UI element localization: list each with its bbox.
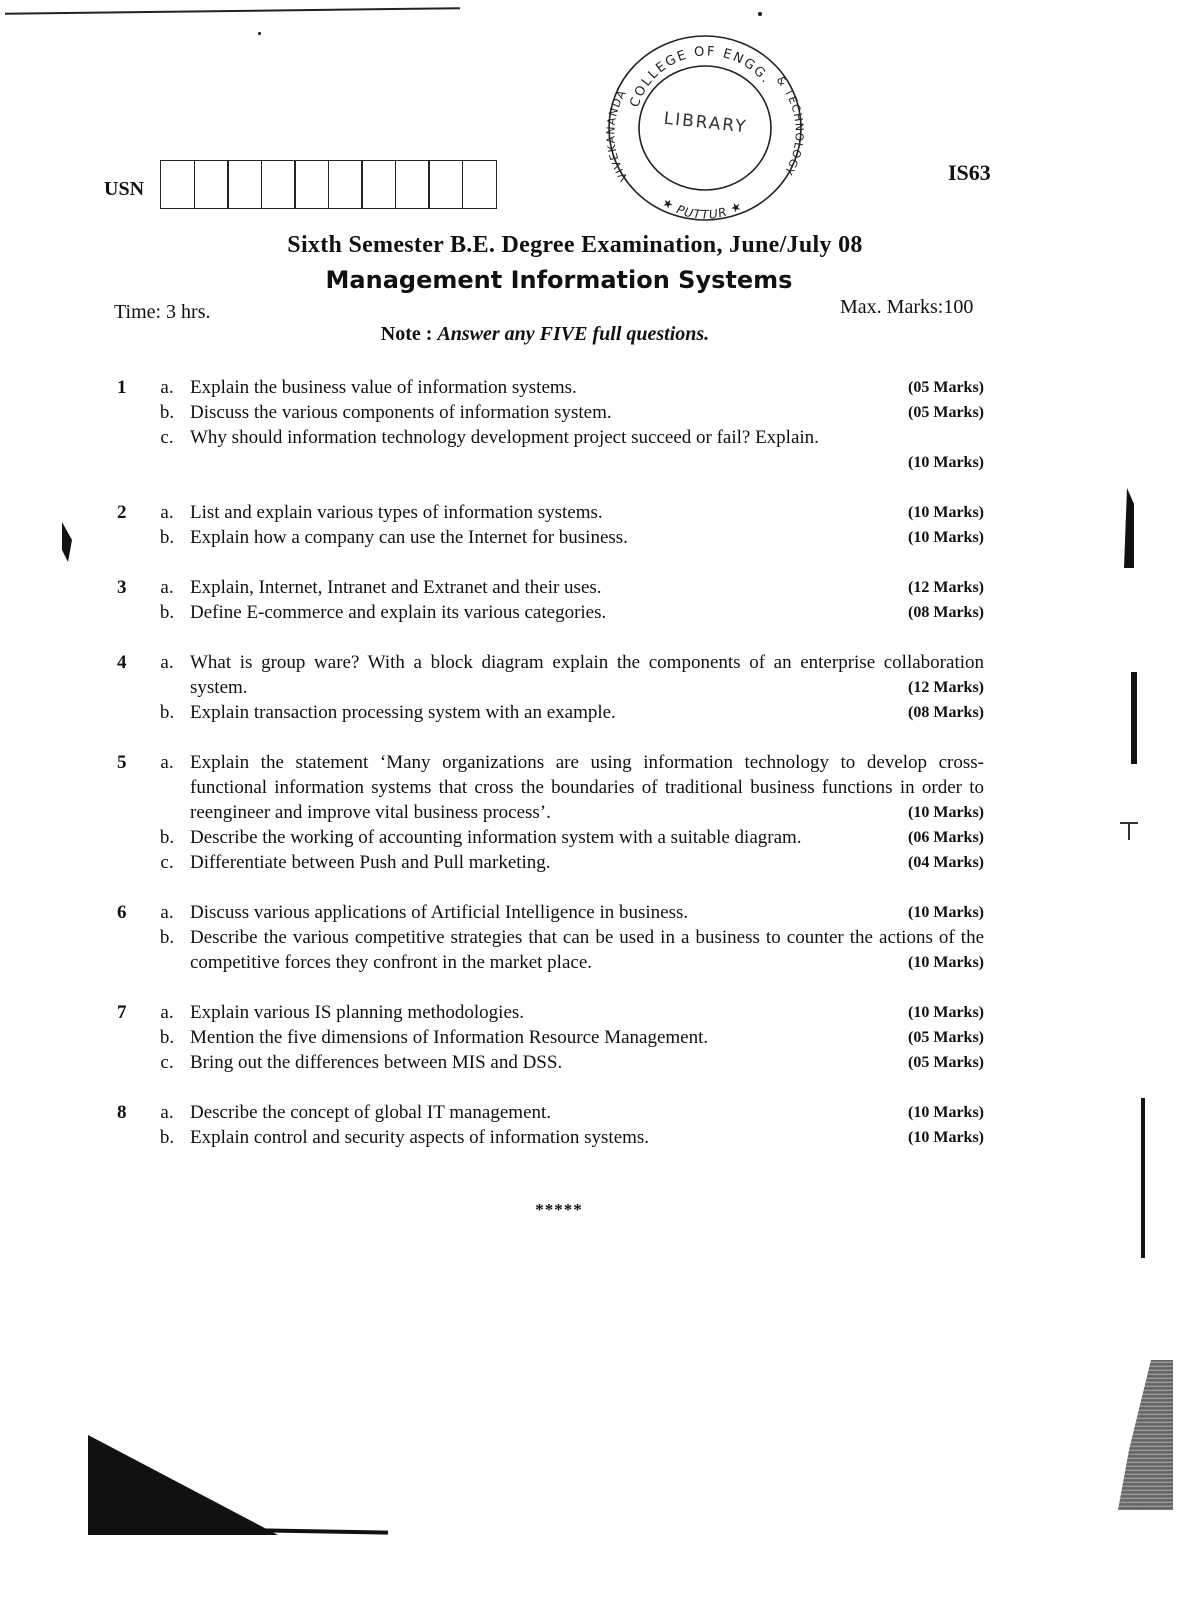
question-part: [114, 700, 984, 725]
question-part: [114, 900, 984, 925]
question-part: [114, 1100, 984, 1125]
question-part: [114, 850, 984, 875]
question-number: [114, 1025, 144, 1050]
part-marks: (10 Marks): [908, 529, 984, 546]
usn-boxes: [160, 160, 495, 209]
library-stamp: [598, 28, 813, 228]
part-text: Explain control and security aspects of information systems.: [190, 1127, 650, 1148]
question-3: [114, 575, 984, 625]
part-marks: (10 Marks): [908, 454, 984, 471]
scan-mark-right-5: [1141, 1098, 1145, 1258]
instructions-note: [0, 323, 1090, 346]
question-number: [114, 1125, 144, 1150]
question-number: [114, 925, 144, 975]
part-text: Discuss various applications of Artificial Intelligence in business.: [190, 902, 689, 923]
part-text: Describe the various competitive strategies that can be used in a business to counter the actions of the competitive forces they confront in the market place.: [190, 927, 984, 973]
question-part: [114, 425, 984, 475]
scan-mark-left: [62, 522, 72, 562]
part-marks: (08 Marks): [908, 604, 984, 621]
part-label: c.: [160, 1052, 174, 1073]
part-text: Mention the five dimensions of Information Resource Management.: [190, 1027, 709, 1048]
scan-mark-right-1: [1124, 488, 1134, 568]
part-text: List and explain various types of information systems.: [190, 502, 603, 523]
stamp-left-text: VIVEKANANDA: [604, 87, 631, 184]
part-text: Differentiate between Push and Pull marketing.: [190, 852, 551, 873]
question-part: [114, 600, 984, 625]
part-marks: (12 Marks): [908, 679, 984, 696]
part-label: a.: [160, 652, 174, 673]
usn-digit-box[interactable]: [194, 160, 229, 209]
usn-digit-box[interactable]: [294, 160, 329, 209]
question-number: [114, 400, 144, 425]
question-part: [114, 525, 984, 550]
part-label: b.: [159, 527, 175, 548]
svg-text:COLLEGE OF ENGG.: [627, 44, 773, 109]
part-text: Describe the working of accounting information system with a suitable diagram.: [190, 827, 802, 848]
part-label: a.: [160, 1002, 174, 1023]
part-marks: (10 Marks): [908, 1129, 984, 1146]
question-number: 1: [117, 377, 127, 398]
usn-digit-box[interactable]: [328, 160, 363, 209]
scan-mark-right-4: [1128, 822, 1130, 840]
part-text: What is group ware? With a block diagram explain the components of an enterprise collaboration system.: [190, 652, 984, 698]
question-part: [114, 1125, 984, 1150]
svg-text:& TECHNOLOGY: [774, 74, 806, 178]
question-number: [114, 850, 144, 875]
part-marks: (04 Marks): [908, 854, 984, 871]
question-8: [114, 1100, 984, 1150]
part-text: Why should information technology development project succeed or fail? Explain.: [190, 427, 819, 448]
question-number: 8: [117, 1102, 127, 1123]
part-text: Describe the concept of global IT management.: [190, 1102, 552, 1123]
part-label: b.: [159, 602, 175, 623]
part-marks: (10 Marks): [908, 954, 984, 971]
part-text: Explain transaction processing system with an example.: [190, 702, 616, 723]
part-label: c.: [160, 427, 174, 448]
part-label: b.: [159, 927, 175, 948]
question-part: [114, 650, 984, 700]
scan-mark-right-2: [1131, 672, 1137, 764]
part-text: Bring out the differences between MIS and DSS.: [190, 1052, 563, 1073]
part-text: Explain how a company can use the Internet for business.: [190, 527, 628, 548]
part-text: Explain the business value of information systems.: [190, 377, 577, 398]
question-part: [114, 500, 984, 525]
part-label: a.: [160, 502, 174, 523]
part-label: a.: [160, 1102, 174, 1123]
part-text: Explain various IS planning methodologies.: [190, 1002, 525, 1023]
question-1: [114, 375, 984, 475]
question-part: [114, 375, 984, 400]
time-allowed: Time: 3 hrs.: [114, 301, 211, 323]
part-label: a.: [160, 577, 174, 598]
part-marks: (10 Marks): [908, 504, 984, 521]
question-number: [114, 1050, 144, 1075]
part-label: b.: [159, 827, 175, 848]
question-part: [114, 825, 984, 850]
subject-title: Management Information Systems: [325, 266, 793, 294]
usn-digit-box[interactable]: [361, 160, 396, 209]
part-marks: (05 Marks): [908, 379, 984, 396]
part-text: Explain, Internet, Intranet and Extranet and their uses.: [190, 577, 602, 598]
part-label: a.: [160, 902, 174, 923]
paper-code: IS63: [948, 160, 991, 185]
part-marks: (08 Marks): [908, 704, 984, 721]
part-marks: (10 Marks): [908, 1004, 984, 1021]
question-2: [114, 500, 984, 550]
note-text: Answer any FIVE full questions.: [437, 323, 710, 345]
usn-digit-box[interactable]: [428, 160, 463, 209]
question-part: [114, 400, 984, 425]
part-text: Explain the statement ‘Many organizations are using information technology to develop cross-functional information systems that cross the boundaries of traditional business functions in order to reengineer and improve vital business process’.: [190, 752, 984, 823]
stamp-right-text: & TECHNOLOGY: [773, 73, 806, 178]
stamp-top-text: COLLEGE OF ENGG.: [627, 44, 774, 110]
part-marks: (05 Marks): [908, 1029, 984, 1046]
question-number: 3: [117, 577, 127, 598]
scan-shadow-right: [1118, 1360, 1173, 1510]
part-marks: (12 Marks): [908, 579, 984, 596]
part-marks: (05 Marks): [908, 1054, 984, 1071]
scan-dot: [258, 32, 261, 35]
stamp-bottom-text: ★ PUTTUR ★: [659, 194, 745, 222]
part-marks: (10 Marks): [908, 804, 984, 821]
max-marks: Max. Marks:100: [840, 296, 974, 318]
exam-title: Sixth Semester B.E. Degree Examination, June/July 08: [287, 232, 863, 258]
question-number: [114, 700, 144, 725]
question-7: [114, 1000, 984, 1075]
usn-digit-box[interactable]: [462, 160, 497, 209]
part-label: b.: [159, 702, 175, 723]
usn-digit-box[interactable]: [395, 160, 430, 209]
part-text: Define E-commerce and explain its various categories.: [190, 602, 607, 623]
part-label: a.: [160, 377, 174, 398]
question-part: [114, 1000, 984, 1025]
part-marks: (06 Marks): [908, 829, 984, 846]
part-marks: (05 Marks): [908, 404, 984, 421]
question-number: 5: [117, 752, 127, 773]
question-6: [114, 900, 984, 975]
question-number: [114, 525, 144, 550]
question-part: [114, 575, 984, 600]
usn-digit-box[interactable]: [227, 160, 262, 209]
note-label: Note :: [380, 323, 433, 345]
part-label: b.: [159, 402, 175, 423]
svg-text:VIVEKANANDA: [604, 87, 630, 183]
question-number: [114, 825, 144, 850]
part-label: a.: [160, 752, 174, 773]
part-label: b.: [159, 1027, 175, 1048]
scan-dot: [758, 12, 762, 16]
part-marks: (10 Marks): [908, 1104, 984, 1121]
usn-label: USN: [104, 178, 145, 200]
question-number: 4: [117, 652, 127, 673]
question-part: [114, 925, 984, 975]
question-5: [114, 750, 984, 875]
end-of-paper-mark: *****: [535, 1200, 583, 1219]
part-marks: (10 Marks): [908, 904, 984, 921]
scan-shadow-bottom: [88, 1435, 278, 1535]
stamp-center-text: LIBRARY: [662, 108, 749, 138]
question-number: 2: [117, 502, 127, 523]
question-number: [114, 425, 144, 475]
question-part: [114, 750, 984, 825]
part-label: b.: [159, 1127, 175, 1148]
question-number: [114, 600, 144, 625]
usn-digit-box[interactable]: [261, 160, 296, 209]
question-part: [114, 1050, 984, 1075]
part-label: c.: [160, 852, 174, 873]
usn-digit-box[interactable]: [160, 160, 195, 209]
svg-text:★ PUTTUR ★: [660, 195, 745, 222]
question-4: [114, 650, 984, 725]
question-number: 6: [117, 902, 127, 923]
part-text: Discuss the various components of information system.: [190, 402, 612, 423]
question-number: 7: [117, 1002, 127, 1023]
scan-edge-line: [5, 7, 460, 15]
question-part: [114, 1025, 984, 1050]
question-list: [114, 375, 984, 1175]
